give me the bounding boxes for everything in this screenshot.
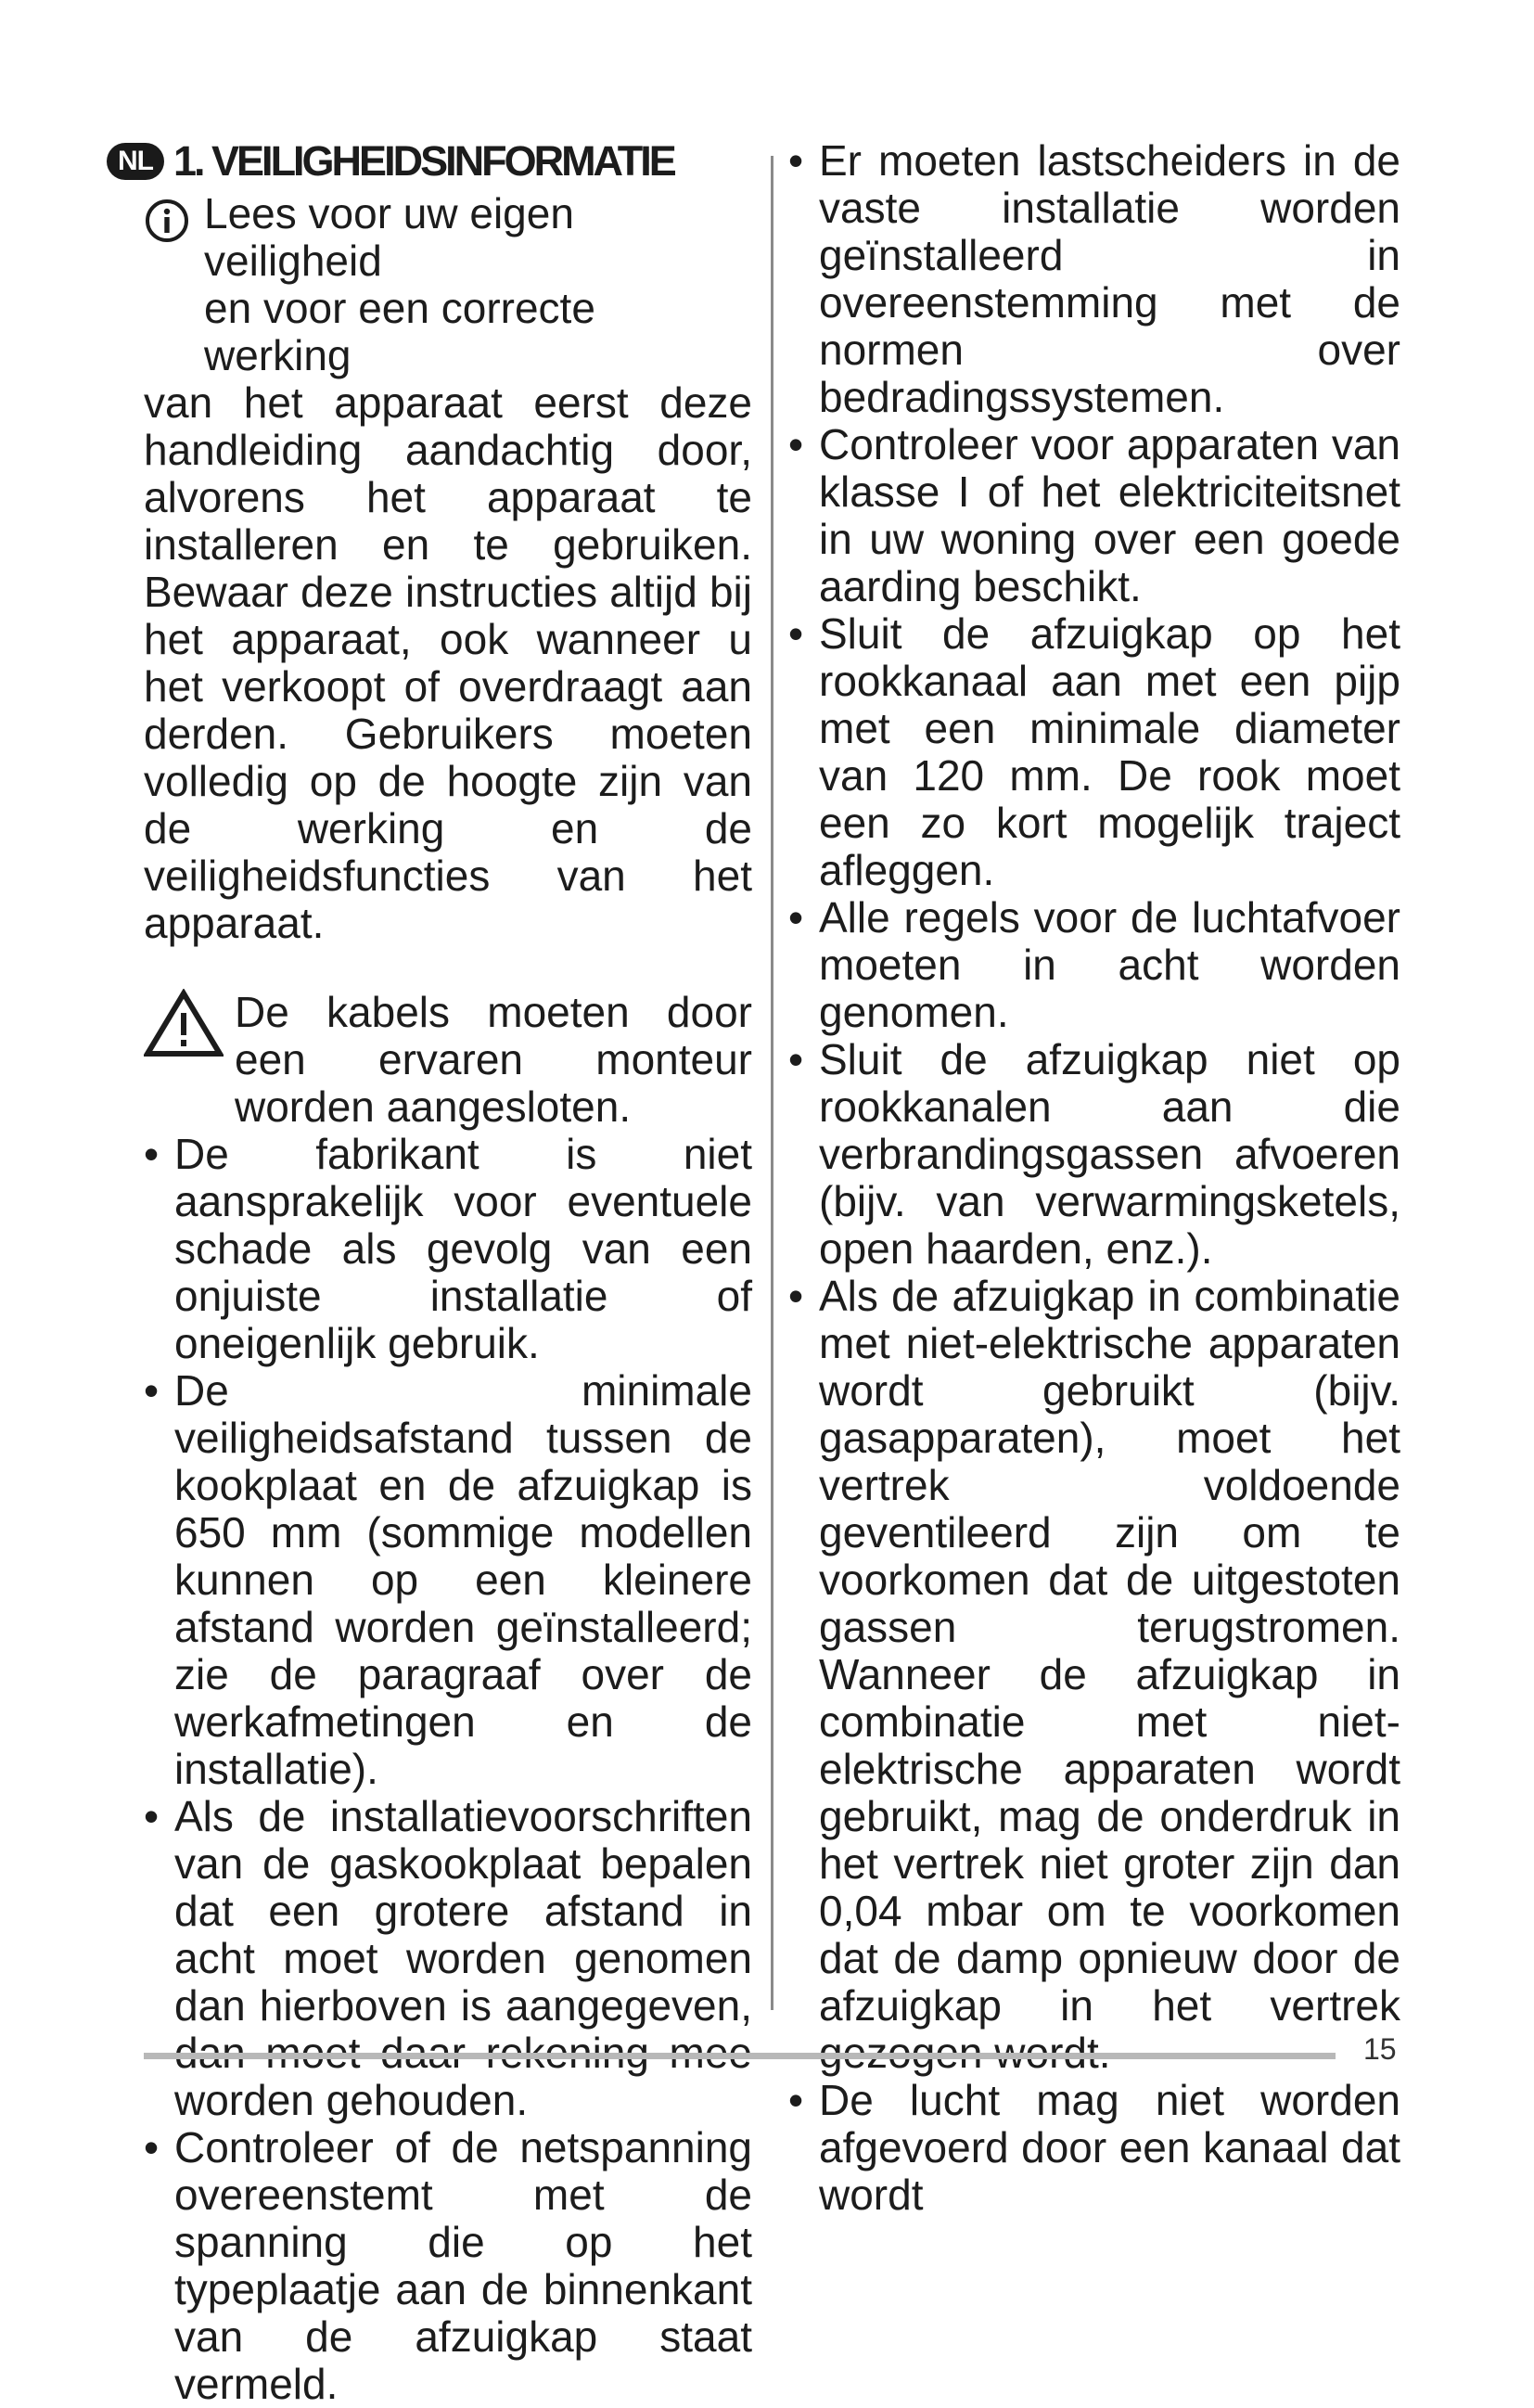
list-item: • De minimale veiligheidsafstand tussen de kookplaat en de afzuigkap is 650 mm (sommige modellen kunnen op een kleinere afstand worden geïnstalleerd; zie de paragraaf over de werkafmetingen en de installatie). [144, 1367, 752, 1793]
intro-line-2: en voor een correcte werking [204, 284, 595, 379]
intro-paragraph [144, 190, 752, 947]
section-title: 1. VEILIGHEIDSINFORMATIE [173, 137, 674, 185]
warning-triangle-icon [144, 989, 224, 1059]
left-bullet-list [144, 1131, 752, 2408]
list-item: • De fabrikant is niet aansprakelijk voor eventuele schade als gevolg van een onjuiste installatie of oneigenlijk gebruik. [144, 1131, 752, 1367]
list-item: • Alle regels voor de luchtafvoer moeten in acht worden genomen. [788, 894, 1400, 1036]
list-item: • Sluit de afzuigkap niet op rookkanalen aan die verbrandingsgassen afvoeren (bijv. van verwarmingsketels, open haarden, enz.). [788, 1036, 1400, 1273]
column-divider [771, 156, 773, 2010]
list-item: • Sluit de afzuigkap op het rookkanaal aan met een pijp met een minimale diameter van 120 mm. De rook moet een zo kort mogelijk traject afleggen. [788, 610, 1400, 894]
info-icon [144, 198, 190, 244]
list-item: • Als de installatievoorschriften van de gaskookplaat bepalen dat een grotere afstand in acht moet worden genomen dan hierboven is aangegeven, worden gehouden. [144, 1793, 752, 2124]
right-column [788, 137, 1400, 2219]
list-item: • Controleer voor apparaten van klasse I of het elektriciteitsnet in uw woning over een goede aarding beschikt. [788, 421, 1400, 610]
warning-text: De kabels moeten door een ervaren monteur worden aangesloten. [235, 988, 752, 1131]
page-number: 15 [1363, 2032, 1397, 2066]
intro-line-1: Lees voor uw eigen veiligheid [204, 189, 574, 285]
right-bullet-list [788, 137, 1400, 2219]
footer-rule [144, 2053, 1336, 2059]
list-item: • Als de afzuigkap in combinatie met niet-elektrische apparaten wordt gebruikt (bijv. gasapparaten), moet het vertrek voldoende geventileerd zijn om te voorkomen dat de uitgestoten gassen terugstromen. Wanneer de afzuigkap in combinatie met niet-elektrische apparaten wordt gebruikt, mag de onderdruk in het vertrek niet groter zijn dan 0,04 mbar om te voorkomen dat de damp opnieuw door de afzuigkap in het vertrek [788, 1273, 1400, 2077]
section-heading [118, 137, 752, 185]
list-item: • Er moeten lastscheiders in de vaste installatie worden geïnstalleerd in overeenstemming met de normen over bedradingssystemen. [788, 137, 1400, 421]
left-column [118, 137, 752, 2408]
list-item: • Controleer of de netspanning overeenstemt met de spanning die op het typeplaatje aan de binnenkant van de afzuigkap staat vermeld. [144, 2124, 752, 2408]
intro-text: van het apparaat eerst deze handleiding aandachtig door, alvorens het apparaat te installeren en te gebruiken. Bewaar deze instructies altijd bij het apparaat, ook wanneer u het verkoopt of overdraagt aan derden. Gebruikers moeten volledig op de hoogte zijn van de werking en de veiligheidsfuncties van het apparaat. [144, 378, 752, 947]
language-badge: NL [107, 143, 164, 180]
warning-block [144, 989, 752, 1131]
list-item: • De lucht mag niet worden afgevoerd door een kanaal dat wordt [788, 2077, 1400, 2219]
